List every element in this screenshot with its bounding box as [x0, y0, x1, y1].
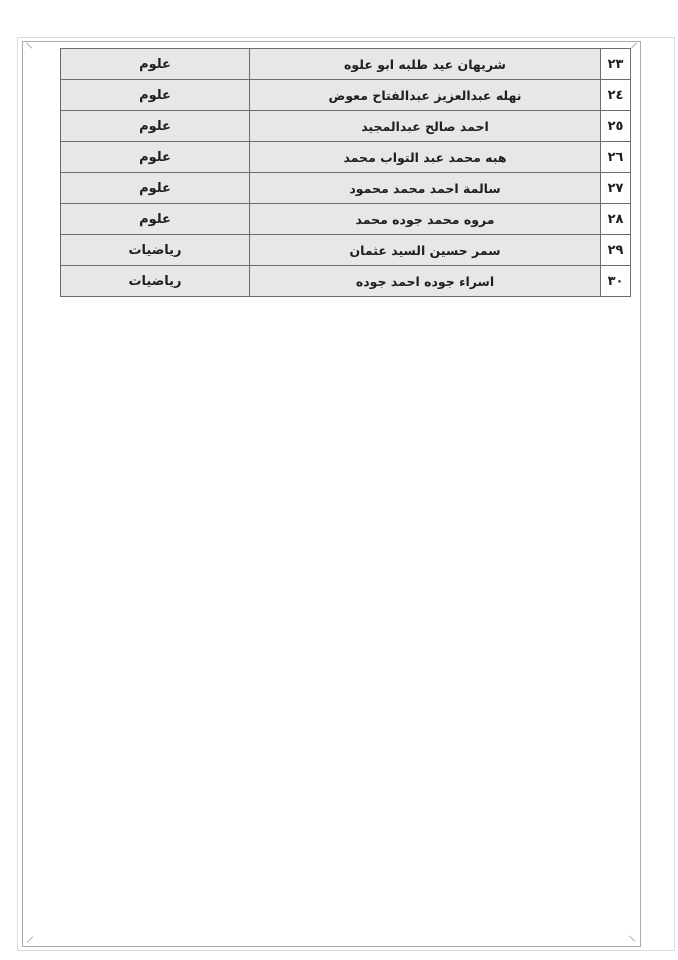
table-row	[61, 111, 631, 142]
student-name-cell: سمر حسين السيد عثمان	[250, 235, 601, 266]
student-name-cell: نهله عبدالعزيز عبدالفتاح معوض	[250, 80, 601, 111]
subject-cell: علوم	[61, 111, 250, 142]
students-table	[60, 48, 631, 297]
student-name-cell: مروه محمد جوده محمد	[250, 204, 601, 235]
subject-cell: رياضيات	[61, 266, 250, 297]
subject-cell: علوم	[61, 204, 250, 235]
border-corner-ornament	[26, 42, 32, 48]
border-corner-ornament	[629, 935, 635, 941]
student-name-cell: سالمة احمد محمد محمود	[250, 173, 601, 204]
student-name-cell: هبه محمد عبد التواب محمد	[250, 142, 601, 173]
table-row	[61, 142, 631, 173]
serial-number-cell: ٣٠	[601, 266, 631, 297]
student-name-cell: شريهان عيد طلبه ابو علوه	[250, 49, 601, 80]
subject-cell: رياضيات	[61, 235, 250, 266]
serial-number-cell: ٢٦	[601, 142, 631, 173]
subject-cell: علوم	[61, 80, 250, 111]
table-row	[61, 173, 631, 204]
subject-cell: علوم	[61, 142, 250, 173]
serial-number-cell: ٢٥	[601, 111, 631, 142]
border-corner-ornament	[631, 42, 637, 48]
serial-number-cell: ٢٣	[601, 49, 631, 80]
subject-cell: علوم	[61, 173, 250, 204]
table-row	[61, 204, 631, 235]
serial-number-cell: ٢٨	[601, 204, 631, 235]
table-row	[61, 49, 631, 80]
subject-cell: علوم	[61, 49, 250, 80]
student-name-cell: احمد صالح عبدالمجيد	[250, 111, 601, 142]
table-row	[61, 235, 631, 266]
students-table-body	[61, 49, 631, 297]
serial-number-cell: ٢٧	[601, 173, 631, 204]
student-name-cell: اسراء جوده احمد جوده	[250, 266, 601, 297]
serial-number-cell: ٢٩	[601, 235, 631, 266]
serial-number-cell: ٢٤	[601, 80, 631, 111]
border-corner-ornament	[27, 936, 33, 942]
table-row	[61, 80, 631, 111]
table-row	[61, 266, 631, 297]
